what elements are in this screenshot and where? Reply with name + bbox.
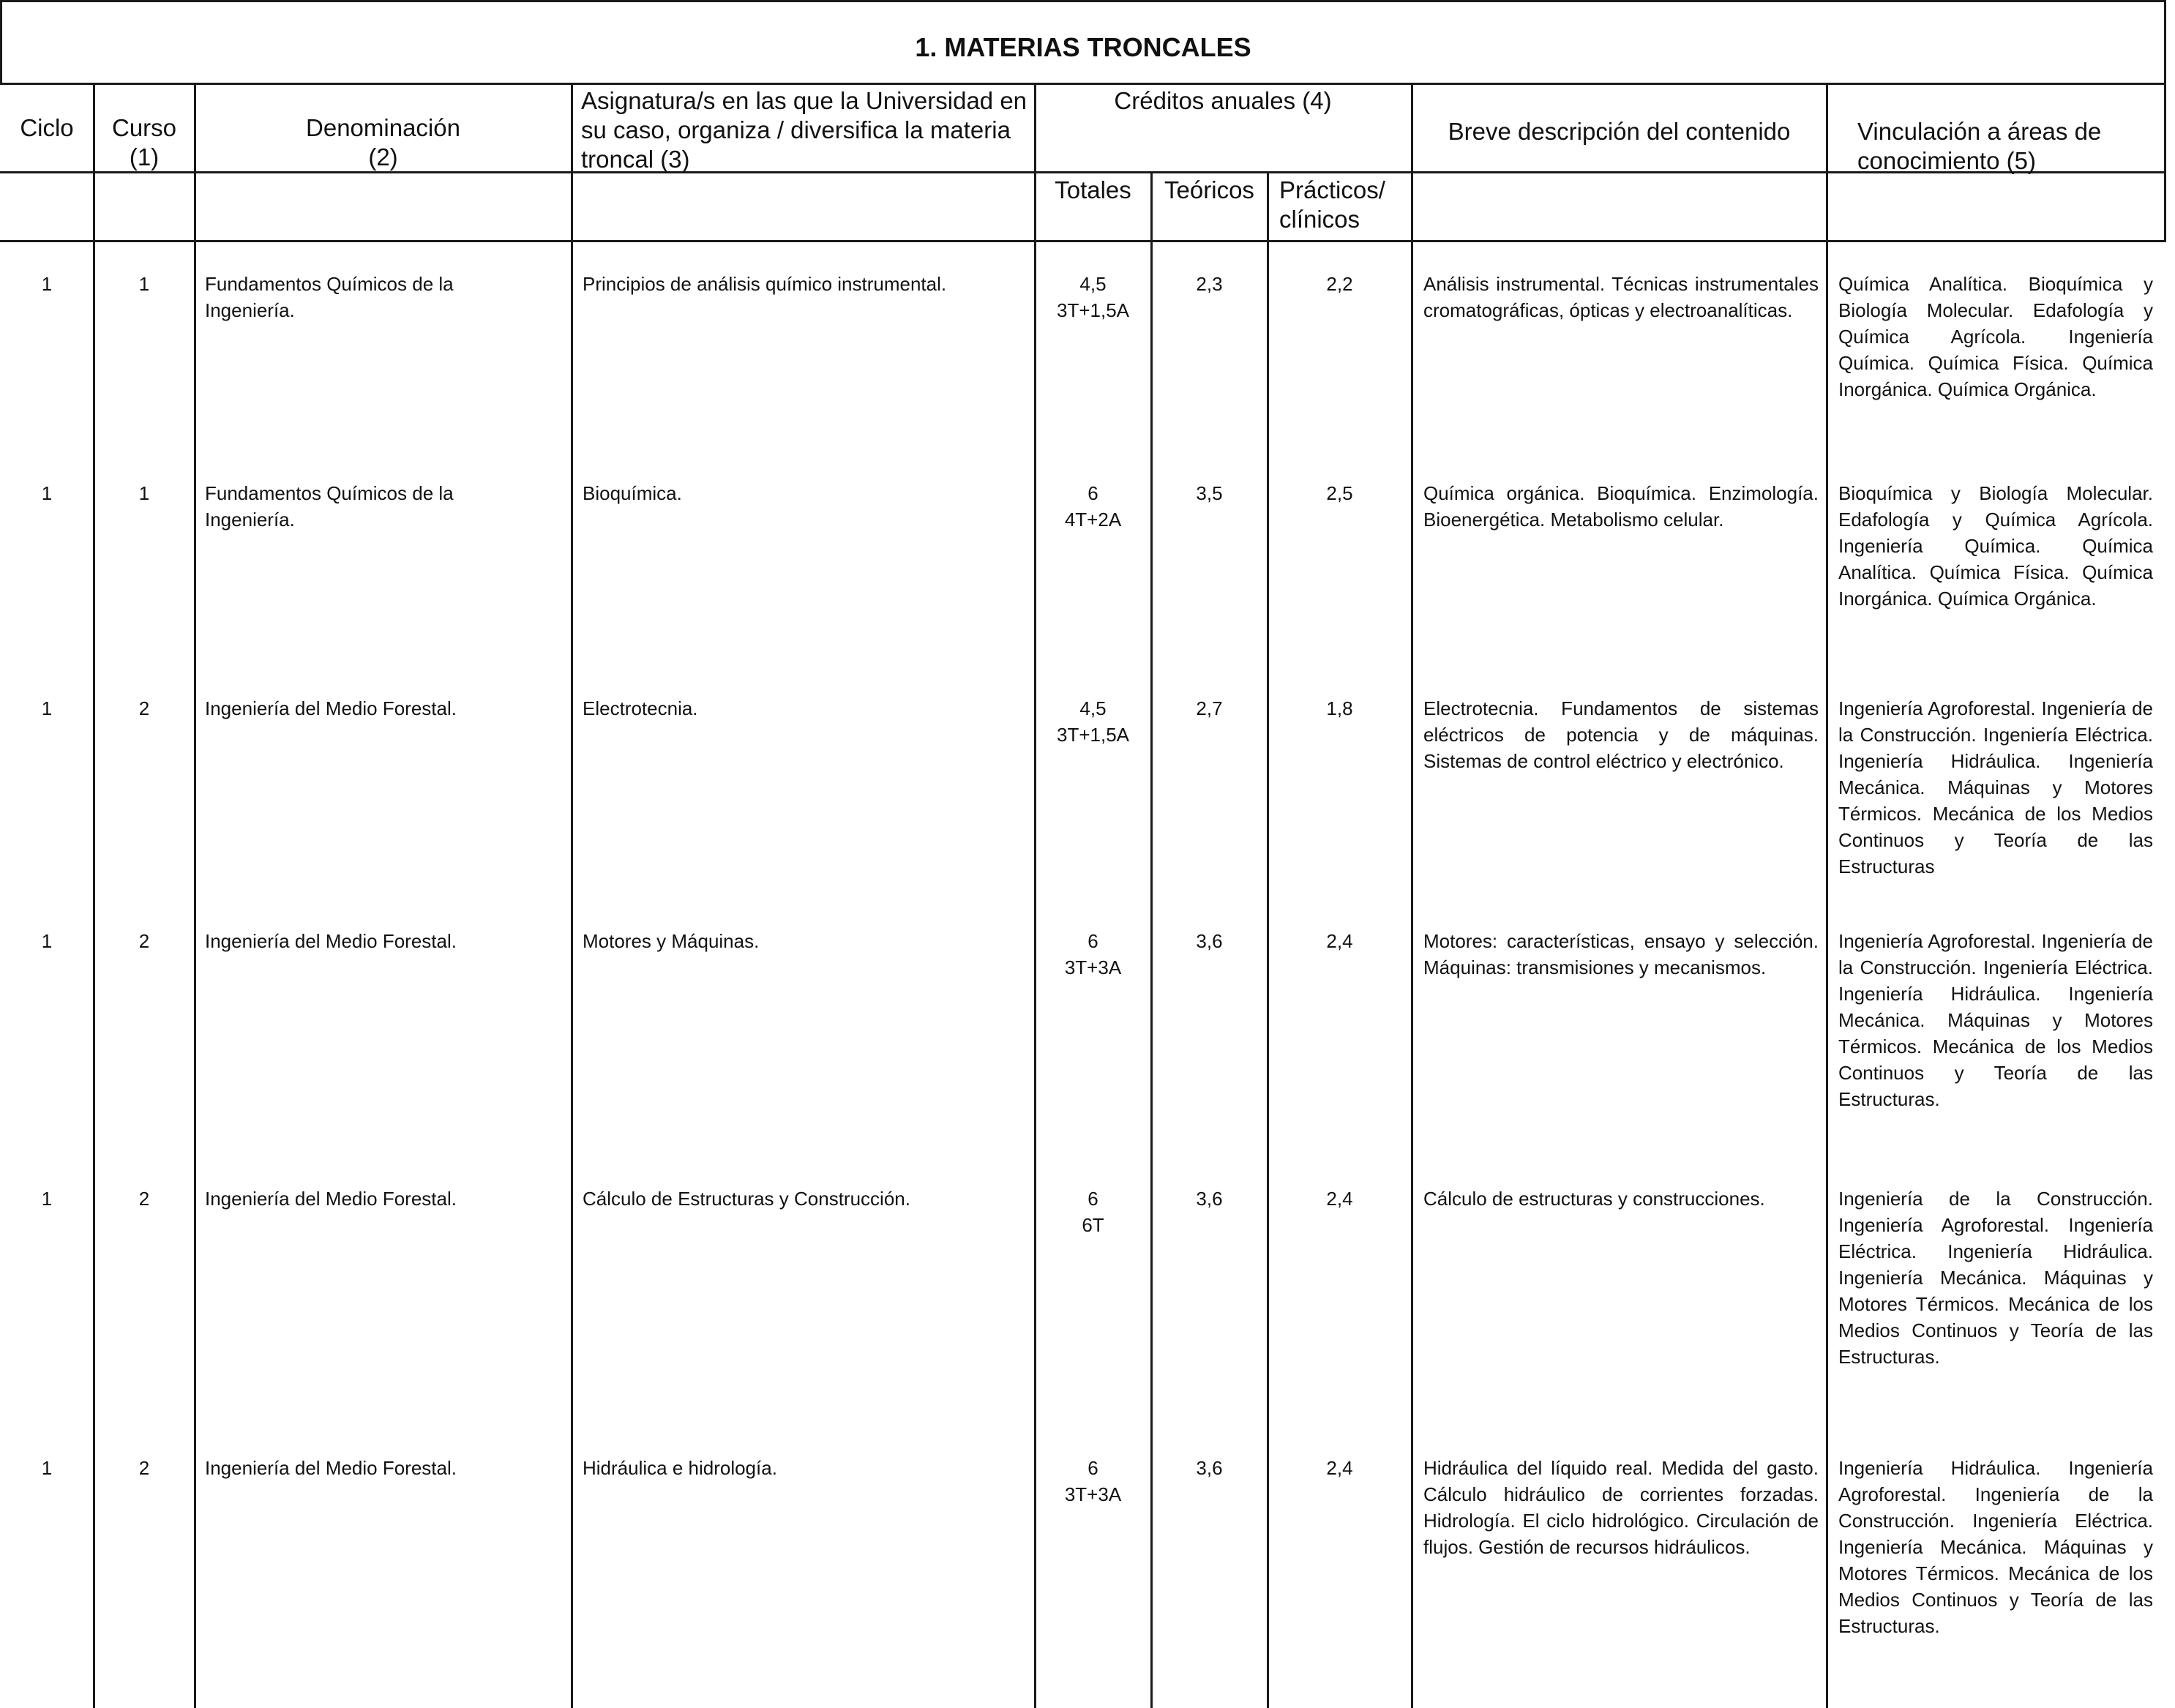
cell-vinculacion-value: Bioquímica y Biología Molecular. Edafología y Química Agrícola. Ingeniería Química. Química Analítica. Química Física. Química Inorgánica. Química Orgánica. [1838, 482, 2153, 610]
cell-ciclo-value: 1 [41, 1457, 53, 1479]
cell-totales [1035, 1186, 1151, 1238]
cell-denominacion [205, 928, 512, 954]
cell-totales-value: 6 [1088, 1457, 1098, 1479]
cell-teoricos [1151, 928, 1268, 954]
cell-ciclo [0, 695, 94, 722]
cell-totales-value: 4,5 [1079, 697, 1107, 719]
header-descripcion: Breve descripción del contenido [1448, 118, 1791, 145]
cell-practicos-value: 2,4 [1326, 930, 1353, 952]
cell-denominacion [205, 695, 512, 722]
cell-teoricos-value: 3,6 [1196, 1457, 1223, 1479]
col-divider [571, 83, 573, 1708]
cell-practicos-value: 2,5 [1326, 482, 1353, 504]
cell-totales [1035, 695, 1151, 748]
header-denominacion-note: (2) [368, 143, 398, 171]
cell-curso [94, 695, 195, 722]
credits-subheader-line [1034, 171, 1411, 173]
cell-practicos-value: 2,2 [1326, 273, 1353, 295]
col-divider [1826, 83, 1828, 1708]
cell-vinculacion-value: Ingeniería de la Construcción. Ingeniería Agroforestal. Ingeniería Eléctrica. Ingeniería Hidráulica. Ingeniería Mecánica. Máquinas y Motores Térmicos. Mecánica de los Medios Continuos y Teoría de las Estructuras. [1838, 1188, 2153, 1368]
header-denominacion [195, 113, 572, 172]
cell-descripcion [1423, 695, 1819, 774]
cell-denominacion-value: Ingeniería del Medio Forestal. [205, 930, 457, 952]
cell-asignatura-value: Electrotecnia. [583, 697, 698, 719]
header-denominacion-label: Denominación [306, 114, 460, 141]
cell-curso-value: 1 [138, 482, 150, 504]
cell-asignatura [583, 928, 1029, 954]
cell-teoricos [1151, 695, 1268, 722]
cell-totales [1035, 480, 1151, 533]
header-teoricos: Teóricos [1164, 176, 1254, 203]
cell-asignatura-value: Principios de análisis químico instrumental. [583, 273, 947, 295]
cell-totales [1035, 1455, 1151, 1507]
cell-totales-value: 6 [1088, 930, 1098, 952]
cell-teoricos [1151, 271, 1268, 297]
cell-denominacion-value: Ingeniería del Medio Forestal. [205, 697, 457, 719]
cell-curso-value: 2 [138, 1188, 150, 1210]
cell-asignatura-value: Hidráulica e hidrología. [583, 1457, 777, 1479]
cell-descripcion [1423, 928, 1819, 981]
cell-curso [94, 1455, 195, 1481]
cell-teoricos-value: 3,6 [1196, 1188, 1223, 1210]
cell-asignatura [583, 480, 1029, 506]
cell-ciclo [0, 1186, 94, 1212]
cell-vinculacion-value: Ingeniería Agroforestal. Ingeniería de la Construcción. Ingeniería Eléctrica. Ingeniería Hidráulica. Ingeniería Mecánica. Máquinas y Motores Térmicos. Mecánica de los Medios Continuos y Teoría de las Estructuras [1838, 697, 2153, 877]
header-totales: Totales [1055, 176, 1131, 203]
cell-denominacion [205, 271, 512, 323]
cell-practicos [1268, 695, 1412, 722]
cell-practicos [1268, 480, 1412, 506]
cell-vinculacion [1838, 695, 2153, 880]
cell-descripcion-value: Análisis instrumental. Técnicas instrumentales cromatográficas, ópticas y electroanalíticas. [1423, 273, 1819, 321]
cell-asignatura-value: Cálculo de Estructuras y Construcción. [583, 1188, 910, 1210]
cell-curso-value: 1 [138, 273, 150, 295]
cell-practicos [1268, 271, 1412, 297]
cell-denominacion-value: Fundamentos Químicos de la Ingeniería. [205, 482, 454, 531]
cell-denominacion-value: Fundamentos Químicos de la Ingeniería. [205, 273, 454, 321]
cell-ciclo-value: 1 [41, 697, 53, 719]
cell-vinculacion [1838, 480, 2153, 612]
header-asignaturas: Asignatura/s en las que la Universidad en su caso, organiza / diversifica la materia troncal (3) [581, 87, 1027, 173]
cell-vinculacion [1838, 1455, 2153, 1639]
cell-curso [94, 928, 195, 954]
cell-curso-value: 2 [138, 930, 150, 952]
cell-ciclo-value: 1 [41, 1188, 53, 1210]
cell-curso [94, 271, 195, 297]
cell-curso-value: 2 [138, 1457, 150, 1479]
cell-asignatura [583, 695, 1029, 722]
cell-vinculacion-value: Ingeniería Hidráulica. Ingeniería Agroforestal. Ingeniería de la Construcción. Ingeniería Eléctrica. Ingeniería Mecánica. Máquinas y Motores Térmicos. Mecánica de los Medios Continuos y Teoría de las Estructuras. [1838, 1457, 2153, 1637]
cell-descripcion-value: Química orgánica. Bioquímica. Enzimología. Bioenergética. Metabolismo celular. [1423, 482, 1819, 531]
cell-descripcion-value: Electrotecnia. Fundamentos de sistemas eléctricos de potencia y de máquinas. Sistemas de control eléctrico y electrónico. [1423, 697, 1819, 772]
cell-ciclo-value: 1 [41, 930, 53, 952]
cell-descripcion [1423, 1186, 1819, 1212]
cell-totales-detail: 3T+3A [1064, 1483, 1122, 1505]
cell-descripcion-value: Hidráulica del líquido real. Medida del gasto. Cálculo hidráulico de corrientes forzadas. Hidrología. El ciclo hidrológico. Circulación de flujos. Gestión de recursos hidráulicos. [1423, 1457, 1819, 1558]
cell-asignatura [583, 1455, 1029, 1481]
cell-teoricos-value: 2,3 [1196, 273, 1223, 295]
cell-totales-detail: 3T+1,5A [1056, 724, 1129, 746]
cell-practicos [1268, 1186, 1412, 1212]
cell-descripcion [1423, 1455, 1819, 1560]
cell-totales-detail: 3T+3A [1064, 956, 1122, 978]
cell-vinculacion [1838, 1186, 2153, 1370]
cell-teoricos-value: 2,7 [1196, 697, 1223, 719]
body-divider [0, 240, 2166, 242]
cell-vinculacion-value: Ingeniería Agroforestal. Ingeniería de la Construcción. Ingeniería Eléctrica. Ingeniería Hidráulica. Ingeniería Mecánica. Máquinas y Motores Térmicos. Mecánica de los Medios Continuos y Teoría de las Estructuras. [1838, 930, 2153, 1110]
header-ciclo: Ciclo [20, 114, 74, 141]
cell-vinculacion [1838, 271, 2153, 402]
table-title: 1. MATERIAS TRONCALES [915, 32, 1251, 62]
cell-curso-value: 2 [138, 697, 150, 719]
cell-teoricos [1151, 1455, 1268, 1481]
cell-denominacion [205, 480, 512, 533]
cell-teoricos [1151, 480, 1268, 506]
cell-teoricos-value: 3,6 [1196, 930, 1223, 952]
header-practicos: Prácticos/ clínicos [1279, 176, 1385, 233]
cell-practicos-value: 1,8 [1326, 697, 1353, 719]
cell-asignatura-value: Motores y Máquinas. [583, 930, 760, 952]
cell-asignatura [583, 271, 1029, 297]
cell-totales [1035, 928, 1151, 981]
cell-teoricos [1151, 1186, 1268, 1212]
cell-vinculacion [1838, 928, 2153, 1112]
cell-descripcion [1423, 271, 1819, 323]
cell-totales-value: 6 [1088, 482, 1098, 504]
header-curso-label: Curso [111, 114, 177, 141]
cell-asignatura [583, 1186, 1029, 1212]
cell-ciclo [0, 1455, 94, 1481]
cell-ciclo-value: 1 [41, 482, 53, 504]
cell-totales-detail: 4T+2A [1064, 509, 1122, 531]
cell-vinculacion-value: Química Analítica. Bioquímica y Biología Molecular. Edafología y Química Agrícola. Ingeniería Química. Química Física. Química Inorgánica. Química Orgánica. [1838, 273, 2153, 400]
cell-totales-value: 6 [1088, 1188, 1098, 1210]
cell-descripcion-value: Motores: características, ensayo y selección. Máquinas: transmisiones y mecanismos. [1423, 930, 1819, 978]
cell-denominacion-value: Ingeniería del Medio Forestal. [205, 1188, 457, 1210]
cell-practicos [1268, 928, 1412, 954]
cell-ciclo [0, 271, 94, 297]
cell-denominacion [205, 1186, 512, 1212]
cell-totales [1035, 271, 1151, 323]
cell-descripcion [1423, 480, 1819, 533]
cell-practicos [1268, 1455, 1412, 1481]
cell-practicos-value: 2,4 [1326, 1457, 1353, 1479]
cell-denominacion [205, 1455, 512, 1481]
cell-totales-value: 4,5 [1079, 273, 1107, 295]
cell-asignatura-value: Bioquímica. [583, 482, 682, 504]
cell-teoricos-value: 3,5 [1196, 482, 1223, 504]
title-divider [0, 83, 2166, 85]
header-curso [94, 113, 195, 172]
table-border-top [0, 0, 2166, 2]
cell-ciclo [0, 928, 94, 954]
cell-totales-detail: 3T+1,5A [1056, 299, 1129, 321]
cell-ciclo-value: 1 [41, 273, 53, 295]
cell-curso [94, 1186, 195, 1212]
cell-totales-detail: 6T [1082, 1214, 1104, 1236]
cell-practicos-value: 2,4 [1326, 1188, 1353, 1210]
cell-descripcion-value: Cálculo de estructuras y construcciones. [1423, 1188, 1765, 1210]
cell-ciclo [0, 480, 94, 506]
header-vinculacion: Vinculación a áreas de conocimiento (5) [1857, 118, 2102, 174]
cell-curso [94, 480, 195, 506]
cell-denominacion-value: Ingeniería del Medio Forestal. [205, 1457, 457, 1479]
header-curso-note: (1) [129, 143, 160, 171]
header-creditos: Créditos anuales (4) [1114, 87, 1332, 114]
